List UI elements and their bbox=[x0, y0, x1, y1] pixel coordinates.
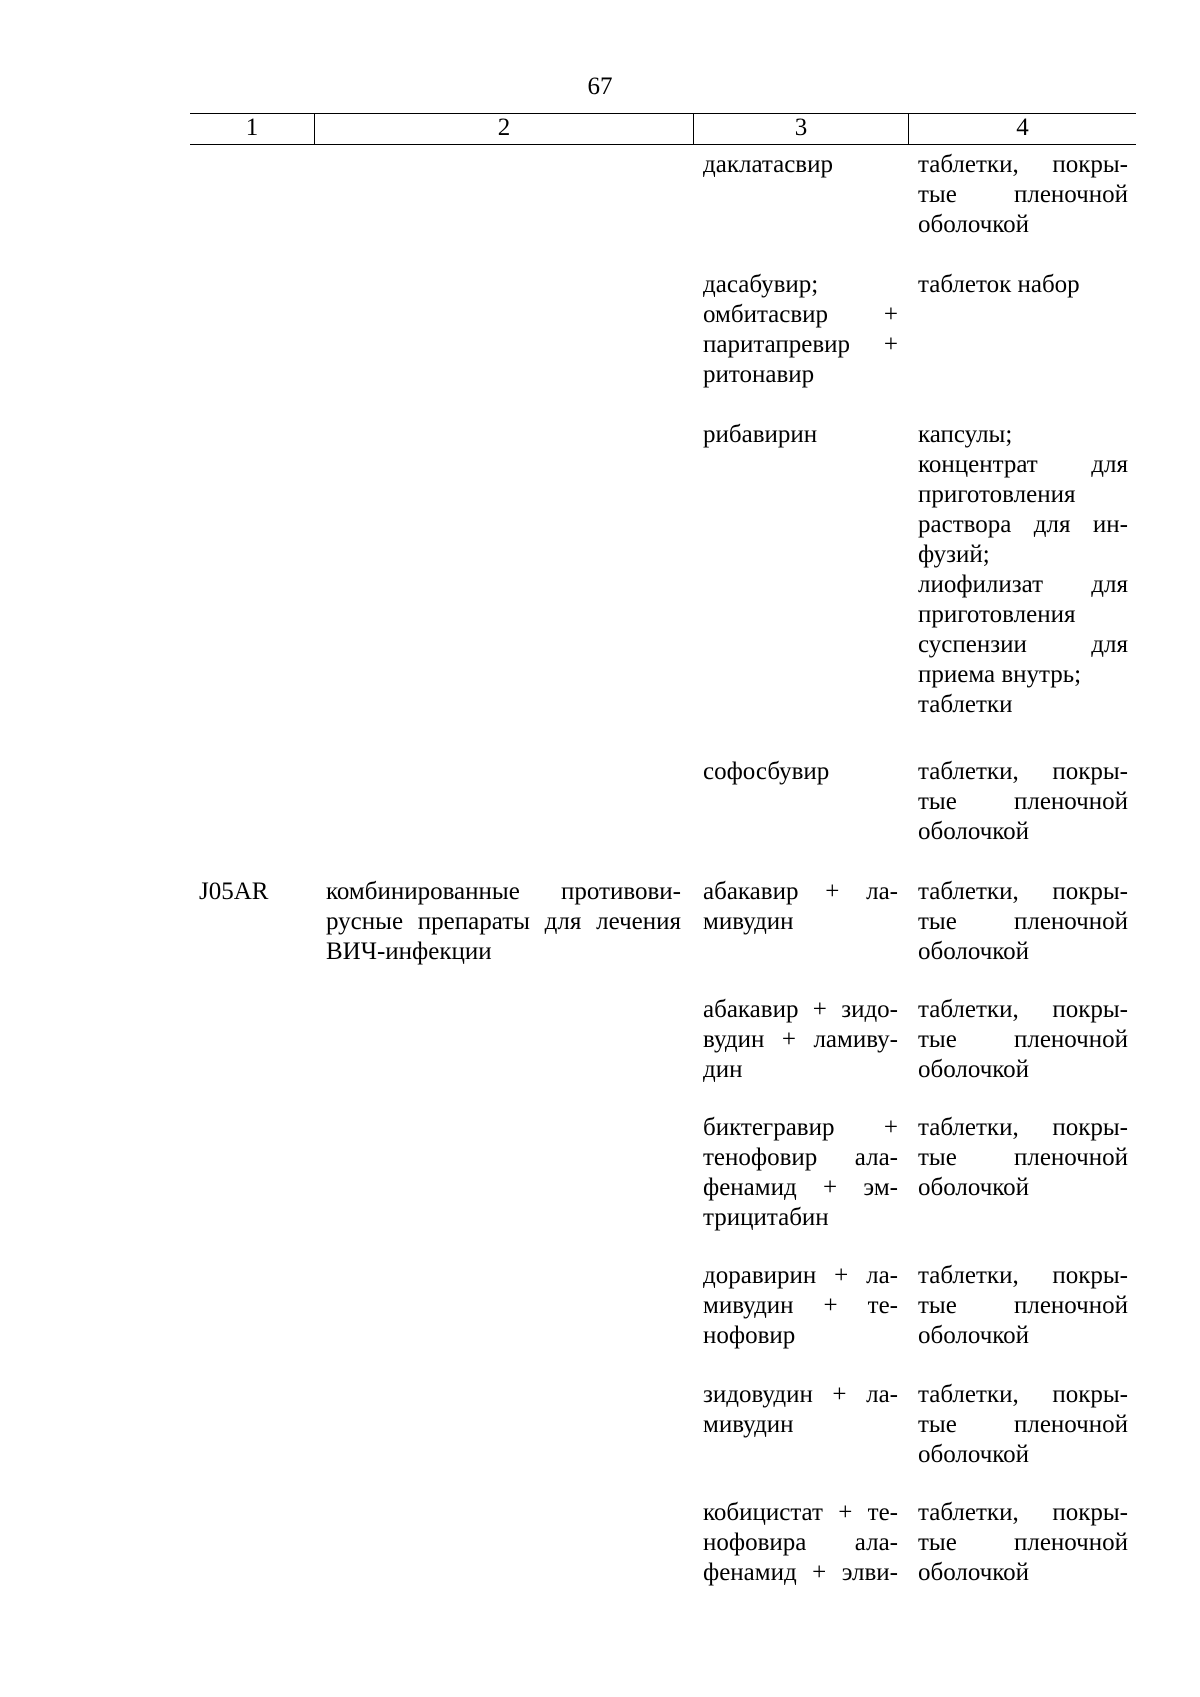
group-code-text: J05AR bbox=[199, 878, 269, 905]
group-code bbox=[199, 877, 299, 907]
form-line: тые пленочной bbox=[918, 908, 1128, 935]
form-line: раствора для ин- bbox=[918, 511, 1128, 538]
drug-line: зидовудин + ла- bbox=[703, 1381, 898, 1408]
drug-cell bbox=[703, 1113, 898, 1233]
form-cell bbox=[918, 1380, 1128, 1470]
group-name bbox=[326, 877, 681, 967]
drug-line: софосбувир bbox=[703, 758, 830, 785]
drug-line: дасабувир; bbox=[703, 271, 819, 298]
form-line: фузий; bbox=[918, 541, 990, 568]
form-line: таблеток набор bbox=[918, 271, 1080, 298]
form-line: оболочкой bbox=[918, 818, 1030, 845]
group-name-line: комбинированные противови- bbox=[326, 878, 681, 905]
form-line: тые пленочной bbox=[918, 181, 1128, 208]
form-cell bbox=[918, 1498, 1128, 1588]
form-line: тые пленочной bbox=[918, 788, 1128, 815]
form-cell bbox=[918, 420, 1128, 720]
form-line: тые пленочной bbox=[918, 1144, 1128, 1171]
form-line: лиофилизат для bbox=[918, 571, 1128, 598]
form-line: таблетки, покры- bbox=[918, 1262, 1128, 1289]
group-name-line: русные препараты для лечения bbox=[326, 908, 681, 935]
drug-line: доравирин + ла- bbox=[703, 1262, 898, 1289]
form-cell bbox=[918, 150, 1128, 240]
form-line: тые пленочной bbox=[918, 1292, 1128, 1319]
form-cell bbox=[918, 1113, 1128, 1203]
page-number: 67 bbox=[587, 73, 613, 100]
drug-line: мивудин + те- bbox=[703, 1292, 898, 1319]
form-cell bbox=[918, 877, 1128, 967]
form-line: приема внутрь; bbox=[918, 661, 1082, 688]
header-col-3: 3 bbox=[694, 114, 909, 144]
drug-line: нофовира ала- bbox=[703, 1529, 898, 1556]
header-col-2: 2 bbox=[315, 114, 694, 144]
form-line: приготовления bbox=[918, 601, 1076, 628]
form-line: капсулы; bbox=[918, 421, 1013, 448]
form-line: приготовления bbox=[918, 481, 1076, 508]
form-line: таблетки, покры- bbox=[918, 996, 1128, 1023]
form-line: таблетки, покры- bbox=[918, 1381, 1128, 1408]
drug-line: нофовир bbox=[703, 1322, 796, 1349]
form-cell bbox=[918, 995, 1128, 1085]
drug-line: тенофовир ала- bbox=[703, 1144, 898, 1171]
drug-cell bbox=[703, 270, 898, 390]
drug-line: фенамид + эм- bbox=[703, 1174, 898, 1201]
form-line: тые пленочной bbox=[918, 1529, 1128, 1556]
drug-line: вудин + ламиву- bbox=[703, 1026, 898, 1053]
form-line: концентрат для bbox=[918, 451, 1128, 478]
drug-cell bbox=[703, 420, 898, 450]
form-line: таблетки, покры- bbox=[918, 1114, 1128, 1141]
form-line: суспензии для bbox=[918, 631, 1128, 658]
form-cell bbox=[918, 757, 1128, 847]
header-col-1: 1 bbox=[190, 114, 315, 144]
drug-cell bbox=[703, 1261, 898, 1351]
group-name-line: ВИЧ-инфекции bbox=[326, 938, 492, 965]
drug-line: фенамид + элви- bbox=[703, 1559, 898, 1586]
form-line: тые пленочной bbox=[918, 1026, 1128, 1053]
drug-line: ритонавир bbox=[703, 361, 815, 388]
form-line: оболочкой bbox=[918, 1559, 1030, 1586]
drug-cell bbox=[703, 995, 898, 1085]
table-header bbox=[190, 113, 1136, 145]
form-line: тые пленочной bbox=[918, 1411, 1128, 1438]
form-line: таблетки, покры- bbox=[918, 151, 1128, 178]
form-line: таблетки, покры- bbox=[918, 1499, 1128, 1526]
drug-line: паритапревир + bbox=[703, 331, 898, 358]
drug-line: абакавир + зидо- bbox=[703, 996, 898, 1023]
drug-line: трицитабин bbox=[703, 1204, 829, 1231]
form-line: оболочкой bbox=[918, 1322, 1030, 1349]
drug-line: абакавир + ла- bbox=[703, 878, 898, 905]
drug-line: омбитасвир + bbox=[703, 301, 898, 328]
form-line: оболочкой bbox=[918, 938, 1030, 965]
form-line: оболочкой bbox=[918, 211, 1030, 238]
drug-cell bbox=[703, 877, 898, 937]
drug-line: биктегравир + bbox=[703, 1114, 898, 1141]
header-col-4: 4 bbox=[1016, 114, 1029, 141]
form-cell bbox=[918, 1261, 1128, 1351]
drug-cell bbox=[703, 150, 898, 180]
drug-line: мивудин bbox=[703, 1411, 794, 1438]
drug-line: даклатасвир bbox=[703, 151, 833, 178]
drug-line: мивудин bbox=[703, 908, 794, 935]
form-line: таблетки, покры- bbox=[918, 878, 1128, 905]
form-line: оболочкой bbox=[918, 1056, 1030, 1083]
drug-line: дин bbox=[703, 1056, 743, 1083]
form-line: таблетки, покры- bbox=[918, 758, 1128, 785]
drug-cell bbox=[703, 1380, 898, 1440]
form-line: оболочкой bbox=[918, 1174, 1030, 1201]
drug-cell bbox=[703, 757, 898, 787]
form-cell bbox=[918, 270, 1128, 300]
form-line: оболочкой bbox=[918, 1441, 1030, 1468]
drug-line: рибавирин bbox=[703, 421, 818, 448]
drug-line: кобицистат + те- bbox=[703, 1499, 898, 1526]
drug-cell bbox=[703, 1498, 898, 1588]
form-line: таблетки bbox=[918, 691, 1013, 718]
